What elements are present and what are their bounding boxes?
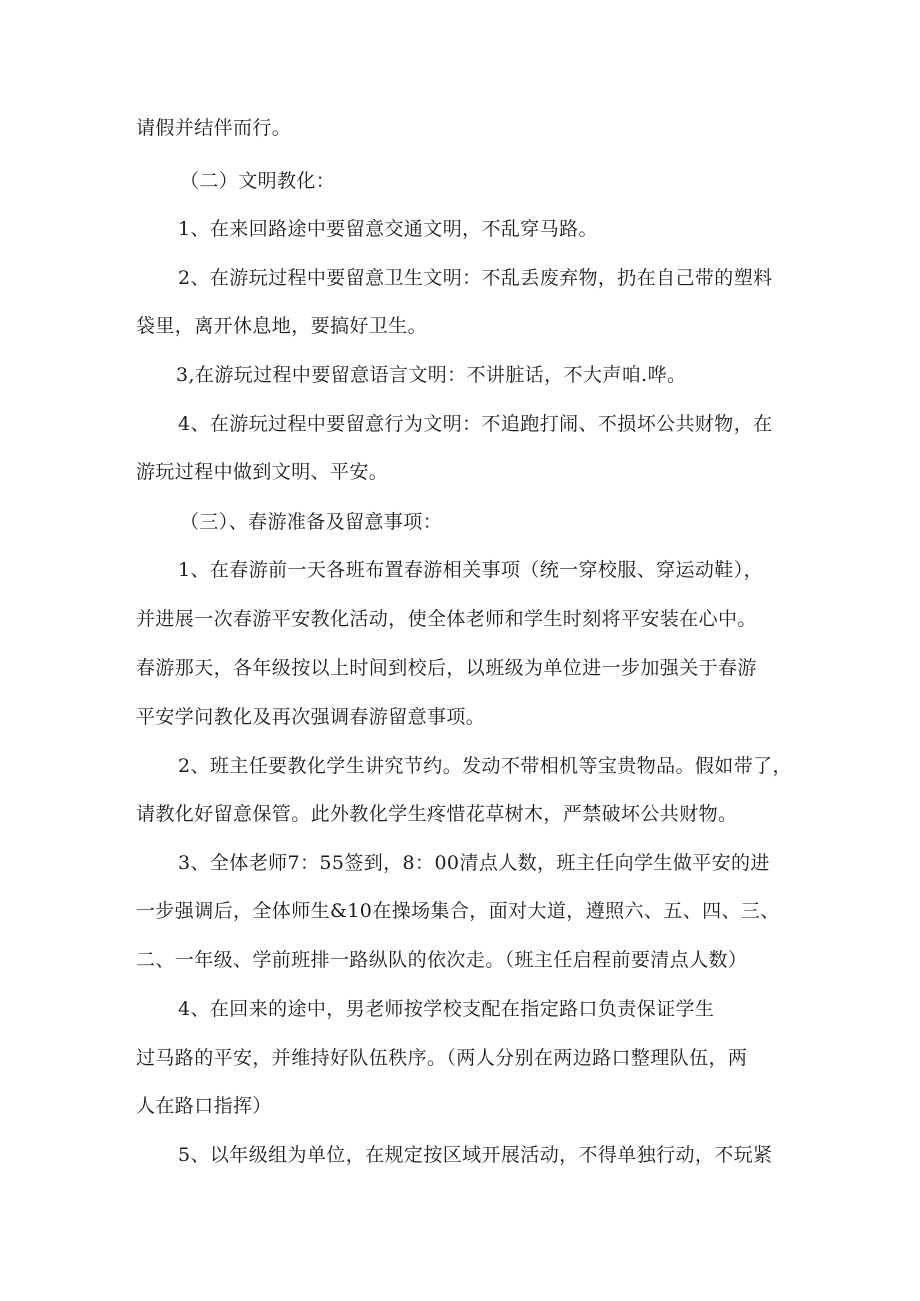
text-line: 4、在游玩过程中要留意行为文明：不追跑打闹、不损坏公共财物，在 (178, 413, 773, 435)
text-line: 3,在游玩过程中要留意语言文明：不讲脏话，不大声咱.哗。 (176, 364, 687, 386)
section-heading: （二）文明教化： (180, 170, 336, 192)
text-line: 4、在回来的途中，男老师按学校支配在指定路口负责保证学生 (178, 998, 715, 1020)
text-line: 平安学问教化及再次强调春游留意事项。 (136, 706, 486, 728)
text-line: 3、全体老师7：55签到，8：00清点人数，班主任向学生做平安的进 (178, 852, 770, 874)
text-line: 二、一年级、学前班排一路纵队的依次走。（班主任启程前要清点人数） (136, 949, 748, 971)
text-line: 游玩过程中做到文明、平安。 (136, 461, 389, 483)
text-line: 并进展一次春游平安教化活动，使全体老师和学生时刻将平安装在心中。 (136, 608, 757, 630)
text-line: 请教化好留意保管。此外教化学生疼惜花草树木，严禁破坏公共财物。 (136, 803, 738, 825)
text-line: 2、在游玩过程中要留意卫生文明：不乱丢废弃物，扔在自己带的塑料 (178, 267, 773, 289)
text-line: 2、班主任要教化学生讲究节约。发动不带相机等宝贵物品。假如带了， (178, 755, 792, 777)
text-line: 1、在春游前一天各班布置春游相关事项（统一穿校服、穿运动鞋）， (178, 559, 763, 581)
text-line: 袋里，离开休息地，要搞好卫生。 (136, 315, 428, 337)
text-line: 过马路的平安，并维持好队伍秩序。（两人分别在两边路口整理队伍，两 (136, 1047, 748, 1069)
text-line: 1、在来回路途中要留意交通文明，不乱穿马路。 (178, 218, 598, 240)
text-line: 春游那天，各年级按以上时间到校后，以班级为单位进一步加强关于春游 (136, 657, 757, 679)
text-line: 人在路口指挥） (136, 1095, 272, 1117)
text-line: 一步强调后，全体师生&10在操场集合，面对大道，遵照六、五、四、三、 (136, 900, 780, 922)
section-heading: （三）、春游准备及留意事项： (180, 511, 443, 533)
text-line: 5、以年级组为单位，在规定按区域开展活动，不得单独行动，不玩紧 (178, 1144, 773, 1166)
text-line: 请假并结伴而行。 (136, 117, 292, 139)
